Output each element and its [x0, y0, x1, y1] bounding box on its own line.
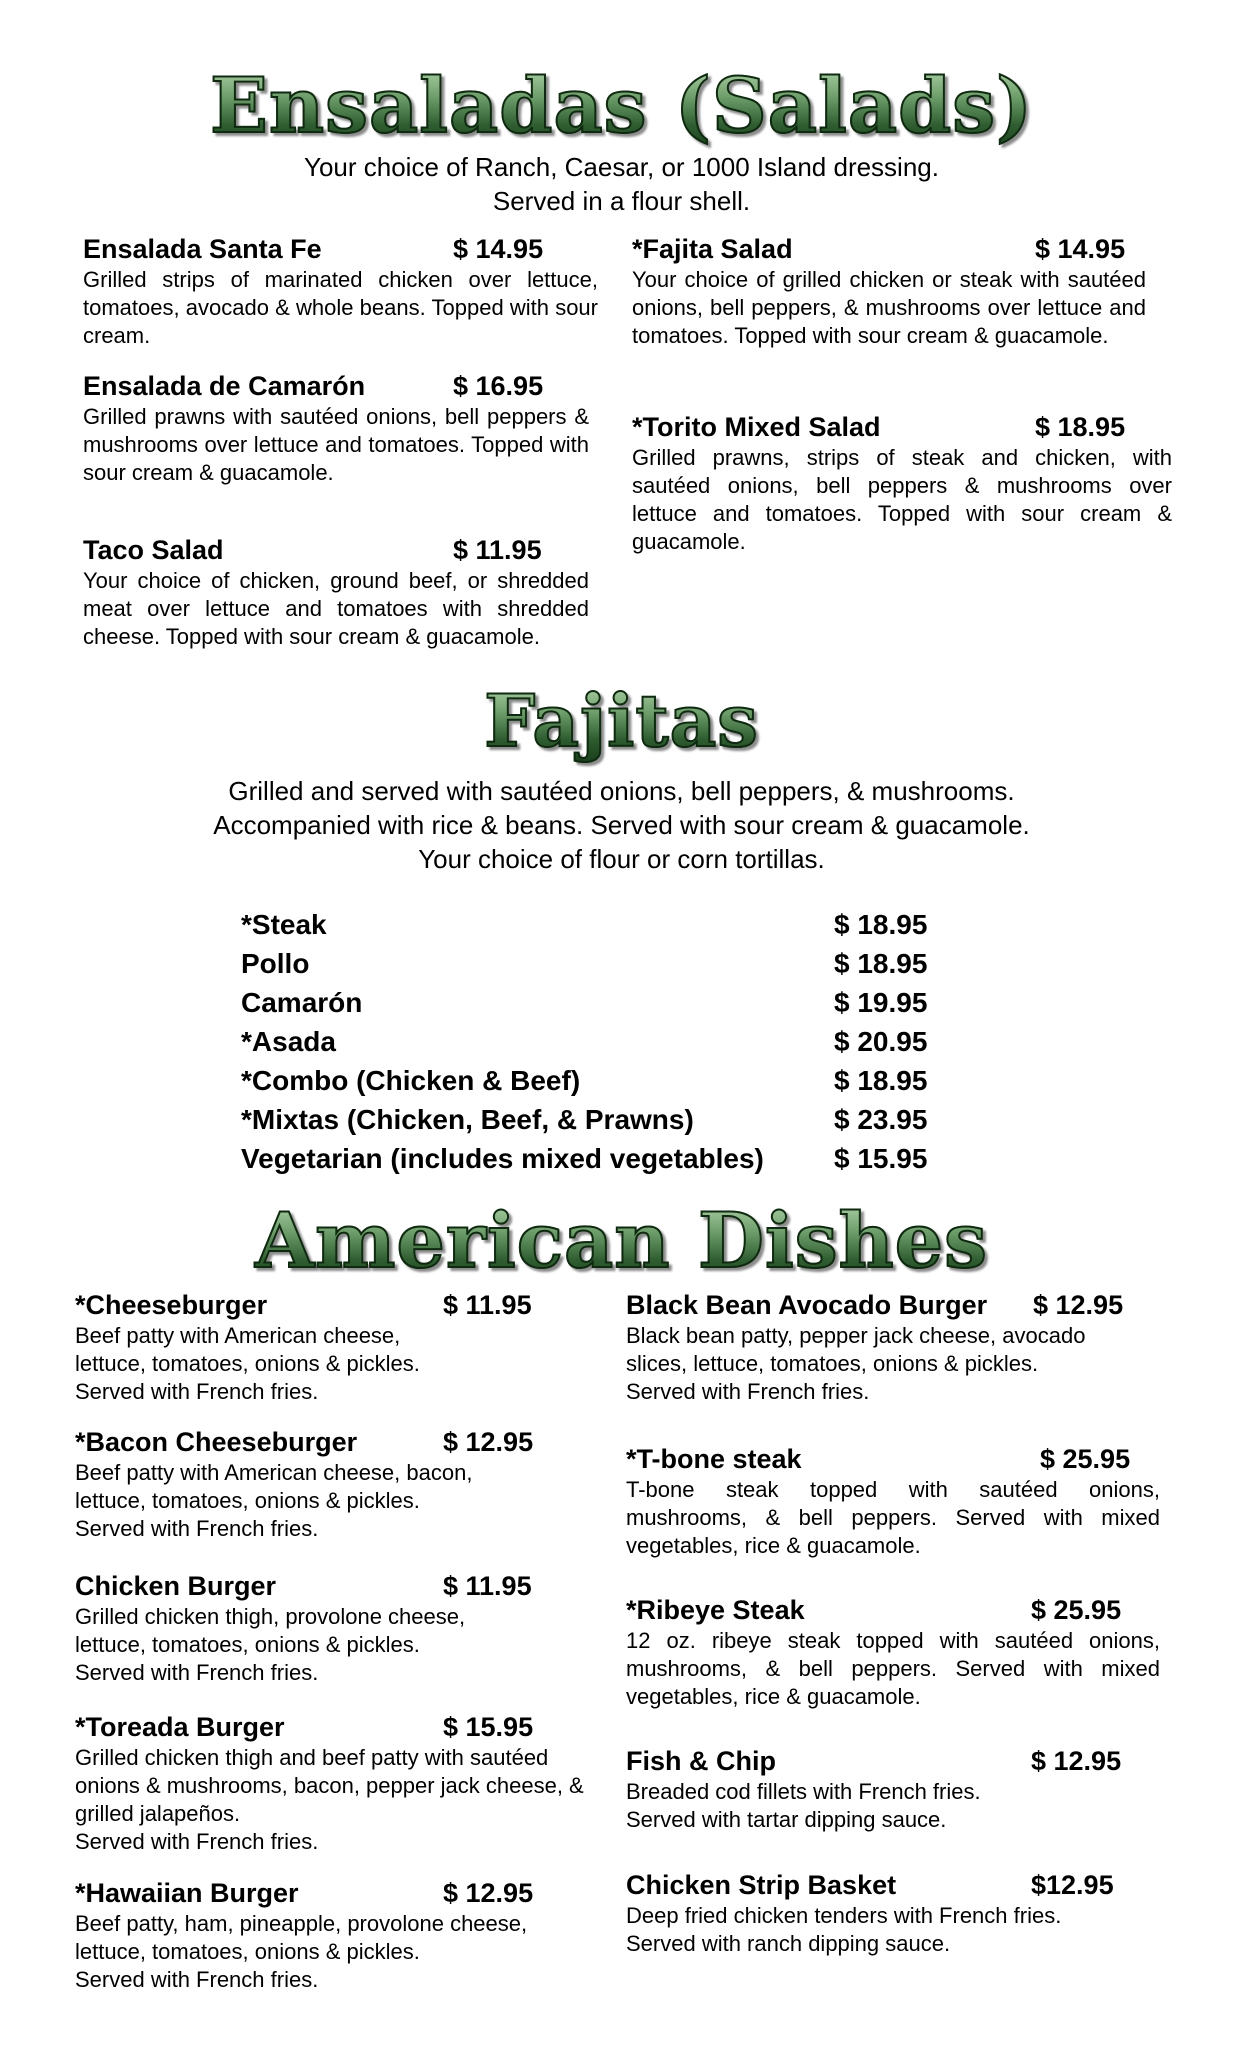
- menu-item: [626, 1868, 1160, 1958]
- item-price: $ 15.95: [443, 1712, 534, 1742]
- description-line: Served with French fries.: [75, 1829, 319, 1854]
- item-name: Chicken Strip Basket: [626, 1870, 897, 1900]
- item-description: Your choice of grilled chicken or steak with sautéed onions, bell peppers, & mushrooms over lettuce and tomatoes. Topped with sour cream & guacamole.: [632, 267, 1146, 348]
- fajita-row: [0, 1139, 1243, 1178]
- fajita-price: $ 19.95: [834, 987, 928, 1018]
- item-price: $ 16.95: [453, 371, 544, 401]
- description-line: Beef patty with American cheese, bacon,: [75, 1460, 473, 1485]
- item-description: [626, 1902, 1160, 1958]
- item-name: *Bacon Cheeseburger: [75, 1427, 358, 1457]
- menu-item: [75, 1569, 595, 1687]
- description-line: Beef patty, ham, pineapple, provolone cheese,: [75, 1911, 528, 1936]
- item-name: *Torito Mixed Salad: [632, 412, 881, 442]
- description-line: slices, lettuce, tomatoes, onions & pickles.: [626, 1351, 1039, 1376]
- item-description: Grilled strips of marinated chicken over lettuce, tomatoes, avocado & whole beans. Topped with sour cream.: [83, 267, 598, 348]
- fajita-price: $ 18.95: [834, 1065, 928, 1096]
- menu-item: [75, 1425, 595, 1543]
- description-line: lettuce, tomatoes, onions & pickles.: [75, 1351, 420, 1376]
- fajita-row: [0, 983, 1243, 1022]
- item-name: Taco Salad: [83, 535, 224, 565]
- menu-item: [632, 232, 1146, 350]
- fajita-row: [0, 1022, 1243, 1061]
- description-line: lettuce, tomatoes, onions & pickles.: [75, 1632, 420, 1657]
- item-price: $ 12.95: [1031, 1746, 1122, 1776]
- description-line: Beef patty with American cheese,: [75, 1323, 401, 1348]
- menu-item: [626, 1442, 1160, 1560]
- fajitas-title: Fajitas: [0, 676, 1243, 766]
- menu-item: [83, 533, 589, 651]
- item-price: $ 12.95: [1033, 1290, 1124, 1320]
- item-description: Grilled prawns with sautéed onions, bell peppers & mushrooms over lettuce and tomatoes. Topped with sour cream & guacamole.: [83, 404, 589, 485]
- item-description: [75, 1603, 595, 1687]
- item-description: [75, 1744, 592, 1856]
- fajita-name: Pollo: [241, 948, 310, 979]
- salads-intro-line: Served in a flour shell.: [492, 186, 751, 216]
- fajita-price: $ 20.95: [834, 1026, 928, 1057]
- fajita-name: *Combo (Chicken & Beef): [241, 1065, 581, 1096]
- item-price: $ 14.95: [1035, 234, 1126, 264]
- fajita-name: *Steak: [241, 909, 327, 940]
- item-name: Ensalada de Camarón: [83, 371, 366, 401]
- item-name: Black Bean Avocado Burger: [626, 1290, 988, 1320]
- item-description: [626, 1476, 1160, 1560]
- description-line: Served with French fries.: [75, 1379, 319, 1404]
- item-name: *Cheeseburger: [75, 1290, 268, 1320]
- item-price: $12.95: [1031, 1870, 1114, 1900]
- fajita-name: *Asada: [241, 1026, 336, 1057]
- description-line: Served with French fries.: [626, 1379, 870, 1404]
- description-line: Breaded cod fillets with French fries.: [626, 1779, 981, 1804]
- menu-item: [83, 232, 598, 350]
- item-description: [75, 1910, 605, 1994]
- item-description: [626, 1322, 1186, 1406]
- salads-title: Ensaladas (Salads): [0, 58, 1243, 154]
- item-name: *Ribeye Steak: [626, 1595, 805, 1625]
- item-name: *Toreada Burger: [75, 1712, 285, 1742]
- fajita-name: *Mixtas (Chicken, Beef, & Prawns): [241, 1104, 694, 1135]
- fajita-name: Camarón: [241, 987, 363, 1018]
- item-name: Chicken Burger: [75, 1571, 277, 1601]
- item-price: $ 12.95: [443, 1878, 534, 1908]
- salads-intro: [0, 150, 1243, 218]
- description-line: lettuce, tomatoes, onions & pickles.: [75, 1939, 420, 1964]
- description-line: Grilled chicken thigh, provolone cheese,: [75, 1604, 466, 1629]
- fajita-row: [0, 1061, 1243, 1100]
- description-line: Served with French fries.: [75, 1660, 319, 1685]
- fajitas-intro-line: Accompanied with rice & beans. Served with sour cream & guacamole.: [213, 810, 1030, 840]
- description-line: T-bone steak topped with sautéed onions, mushrooms, & bell peppers. Served with mixed vegetables, rice & guacamole.: [626, 1477, 1160, 1558]
- description-line: Served with ranch dipping sauce.: [626, 1931, 951, 1956]
- item-name: *Hawaiian Burger: [75, 1878, 299, 1908]
- item-description: [75, 1459, 595, 1543]
- item-name: *T-bone steak: [626, 1444, 802, 1474]
- item-price: $ 11.95: [443, 1571, 532, 1601]
- fajita-row: [0, 944, 1243, 983]
- item-description: Your choice of chicken, ground beef, or shredded meat over lettuce and tomatoes with shredded cheese. Topped with sour cream & guacamole.: [83, 568, 589, 649]
- description-line: 12 oz. ribeye steak topped with sautéed onions, mushrooms, & bell peppers. Served with mixed vegetables, rice & guacamole.: [626, 1628, 1160, 1709]
- salads-intro-line: Your choice of Ranch, Caesar, or 1000 Island dressing.: [304, 152, 939, 182]
- item-price: $ 25.95: [1040, 1444, 1131, 1474]
- menu-item: [83, 369, 589, 487]
- item-price: $ 14.95: [453, 234, 544, 264]
- description-line: Deep fried chicken tenders with French fries.: [626, 1903, 1062, 1928]
- item-price: $ 25.95: [1031, 1595, 1122, 1625]
- item-description: [75, 1322, 595, 1406]
- description-line: Black bean patty, pepper jack cheese, avocado: [626, 1323, 1086, 1348]
- fajita-price: $ 23.95: [834, 1104, 928, 1135]
- fajita-price: $ 15.95: [834, 1143, 928, 1174]
- fajitas-intro-line: Grilled and served with sautéed onions, bell peppers, & mushrooms.: [228, 776, 1015, 806]
- fajita-row: [0, 1100, 1243, 1139]
- fajitas-intro: [0, 774, 1243, 876]
- item-description: [626, 1778, 1160, 1834]
- item-description: Grilled prawns, strips of steak and chicken, with sautéed onions, bell peppers & mushrooms over lettuce and tomatoes. Topped with sour cream & guacamole.: [632, 445, 1172, 554]
- menu-item: [75, 1288, 595, 1406]
- menu-item: [632, 410, 1172, 556]
- description-line: Served with French fries.: [75, 1516, 319, 1541]
- menu-item: [626, 1593, 1160, 1711]
- item-name: Fish & Chip: [626, 1746, 776, 1776]
- fajita-price: $ 18.95: [834, 909, 928, 940]
- item-description: [626, 1627, 1160, 1711]
- description-line: Served with tartar dipping sauce.: [626, 1807, 947, 1832]
- fajitas-intro-line: Your choice of flour or corn tortillas.: [418, 844, 825, 874]
- fajita-price: $ 18.95: [834, 948, 928, 979]
- menu-item: [626, 1744, 1160, 1834]
- american-title: American Dishes: [0, 1193, 1243, 1289]
- fajita-row: [0, 905, 1243, 944]
- description-line: lettuce, tomatoes, onions & pickles.: [75, 1488, 420, 1513]
- item-name: *Fajita Salad: [632, 234, 793, 264]
- description-line: Grilled chicken thigh and beef patty with sautéed onions & mushrooms, bacon, pepper jack cheese, & grilled jalapeños.: [75, 1745, 584, 1826]
- fajita-name: Vegetarian (includes mixed vegetables): [241, 1143, 764, 1174]
- item-name: Ensalada Santa Fe: [83, 234, 322, 264]
- item-price: $ 18.95: [1035, 412, 1126, 442]
- menu-item: [75, 1710, 592, 1856]
- item-price: $ 12.95: [443, 1427, 534, 1457]
- item-price: $ 11.95: [453, 535, 542, 565]
- menu-item: [75, 1876, 605, 1994]
- description-line: Served with French fries.: [75, 1967, 319, 1992]
- item-price: $ 11.95: [443, 1290, 532, 1320]
- menu-item: [626, 1288, 1186, 1406]
